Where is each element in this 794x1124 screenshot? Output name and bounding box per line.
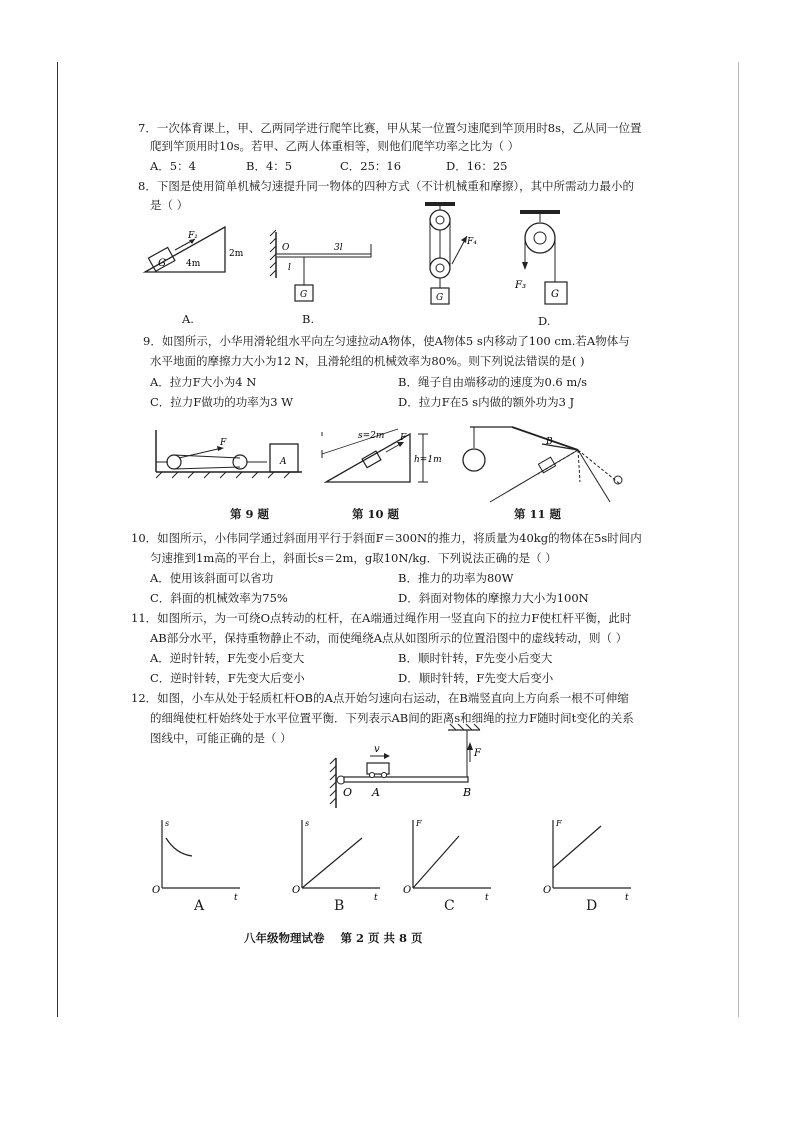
q9-option-b: B．绳子自由端移动的速度为0.6 m/s xyxy=(398,375,588,389)
q8-fig-c-pulleys xyxy=(415,200,485,315)
q12-stem-line3: 图线中，可能正确的是（ ） xyxy=(150,731,292,745)
q12-graph-b-origin: O xyxy=(292,885,301,896)
q10-option-c: C．斜面的机械效率为75% xyxy=(150,591,288,605)
q7-option-c: C．25：16 xyxy=(340,159,402,173)
q7-option-a: A．5：4 xyxy=(150,159,196,173)
q11-stem-line1: 11．如图所示，为一可绕O点转动的杠杆，在A端通过绳作用一竖直向下的拉力F使杠杆平衡，此时 xyxy=(131,611,632,625)
q12-graph-a-curve xyxy=(166,838,192,856)
q9-option-a: A．拉力F大小为4 N xyxy=(150,375,257,389)
page-footer: 八年级物理试卷 第 2 页 共 8 页 xyxy=(244,931,423,945)
q9-stem-line1: 9．如图所示，小华用滑轮组水平向左匀速拉动A物体，使A物体5 s内移动了100 cm.若A物体与 xyxy=(143,334,630,348)
q12-graph-b xyxy=(292,816,387,903)
q12-fig-b-label: B xyxy=(463,786,472,799)
q7-stem-line1: 7．一次体育课上，甲、乙两同学进行爬竿比赛，甲从某一位置匀速爬到竿顶用时8s，乙从同一位置 xyxy=(138,121,642,135)
q9-option-d: D．拉力F在5 s内做的额外功为3 J xyxy=(398,395,575,409)
q12-graph-c-label: C xyxy=(444,898,455,914)
q9-stem-line2: 水平地面的摩擦力大小为12 N，且滑轮组的机械效率为80%。则下列说法错误的是( ) xyxy=(150,354,585,368)
q12-graph-c-origin: O xyxy=(403,885,412,896)
q8c-g-label: G xyxy=(436,293,444,303)
q8-fig-a-incline xyxy=(140,222,250,292)
q12-graph-c xyxy=(403,816,498,903)
q11-option-c: C．逆时针转，F先变大后变小 xyxy=(150,671,305,685)
q10-option-a: A．使用该斜面可以省功 xyxy=(150,571,274,585)
q10-option-d: D．斜面对物体的摩擦力大小为100N xyxy=(398,591,589,605)
q12-graph-a xyxy=(152,816,247,903)
q8-fig-b-label: B. xyxy=(302,312,315,326)
q12-stem-line1: 12．如图，小车从处于轻质杠杆OB的A点开始匀速向右运动，在B端竖直向上方向系一根不可伸缩 xyxy=(131,691,629,705)
q11-option-a: A．逆时针转，F先变小后变大 xyxy=(150,651,305,665)
q12-graph-d-origin: O xyxy=(543,885,552,896)
q8-stem-line2: 是（ ） xyxy=(150,198,189,212)
fig10-caption: 第 10 题 xyxy=(352,507,400,521)
q12-fig-lever-cart xyxy=(330,728,490,803)
q12-fig-v-label: v xyxy=(374,744,380,755)
q10-stem-line1: 10．如图所示，小伟同学通过斜面用平行于斜面F＝300N的推力，将质量为40kg的物体在5s时间内 xyxy=(131,531,642,545)
q12-graph-b-xlabel: t xyxy=(374,893,378,903)
fig11-lever xyxy=(460,422,630,507)
q12-fig-a-label: A xyxy=(372,786,380,799)
q12-graph-b-label: B xyxy=(334,898,345,914)
q12-graph-d xyxy=(543,816,638,903)
q8d-f3-label: F₃ xyxy=(515,280,526,291)
fig10-h-label: h=1m xyxy=(414,455,442,465)
q7-option-d: D．16：25 xyxy=(446,159,508,173)
q12-graph-b-line xyxy=(302,838,362,888)
q12-graph-d-label: D xyxy=(586,898,598,914)
q8-fig-d-fixed-pulley xyxy=(505,208,585,313)
q8-stem-line1: 8．下图是使用简单机械匀速提升同一物体的四种方式（不计机械重和摩擦），其中所需动力最小的 xyxy=(138,179,635,193)
q9-option-c: C．拉力F做功的功率为3 W xyxy=(150,395,294,409)
q8-fig-d-label: D. xyxy=(538,314,551,328)
q7-option-b: B．4：5 xyxy=(246,159,293,173)
fig9-pulley-system xyxy=(152,428,312,488)
q12-stem-line2: 的细绳使杠杆始终处于水平位置平衡．下列表示AB间的距离s和细绳的拉力F随时间t变化的关系 xyxy=(150,711,634,725)
q8a-f1-label: F₁ xyxy=(188,231,198,241)
fig11-caption: 第 11 题 xyxy=(514,507,562,521)
q12-graph-d-line xyxy=(553,826,601,868)
q8b-3l-label: 3l xyxy=(334,243,343,253)
q8-fig-a-label: A. xyxy=(182,312,194,326)
fig11-b-label: B xyxy=(546,437,553,447)
q12-graph-d-ylabel: F xyxy=(556,819,562,828)
q12-graph-a-origin: O xyxy=(152,885,161,896)
q12-graph-a-ylabel: s xyxy=(165,819,170,828)
q11-option-b: B．顺时针转，F先变小后变大 xyxy=(398,651,553,665)
fig10-s-label: s=2m xyxy=(358,431,385,441)
fig10-incline xyxy=(318,424,453,489)
q12-graph-d-xlabel: t xyxy=(625,893,629,903)
q11-option-d: D．顺时针转，F先变大后变小 xyxy=(398,671,554,685)
q12-graph-c-line xyxy=(413,836,459,888)
q8b-o-label: O xyxy=(282,243,290,253)
page-right-edge xyxy=(738,62,739,1017)
q10-stem-line2: 匀速推到1m高的平台上，斜面长s＝2m，g取10N/kg．下列说法正确的是（ ） xyxy=(150,551,557,565)
q7-stem-line2: 爬到竿顶用时10s。若甲、乙两人体重相等，则他们爬竿功率之比为（ ） xyxy=(150,139,520,153)
q12-fig-f-label: F xyxy=(474,748,481,759)
q8-fig-b-lever xyxy=(268,230,378,305)
q8a-g-label: G xyxy=(158,258,166,269)
q8c-f4-label: F₄ xyxy=(467,237,477,247)
fig10-f-label: F xyxy=(400,433,407,443)
q12-graph-c-xlabel: t xyxy=(485,893,489,903)
q8b-g-label: G xyxy=(300,290,308,300)
fig9-f-label: F xyxy=(220,438,227,448)
fig9-caption: 第 9 题 xyxy=(230,507,270,521)
q12-graph-a-xlabel: t xyxy=(234,893,238,903)
q11-stem-line2: AB部分水平，保持重物静止不动，而使绳绕A点从如图所示的位置沿图中的虚线转动，则（ ） xyxy=(150,631,628,645)
page-left-edge xyxy=(57,62,58,1017)
q8a-len-label: 4m xyxy=(186,259,201,269)
q8b-l-label: l xyxy=(288,263,291,273)
q12-fig-o-label: O xyxy=(343,786,353,799)
q12-graph-b-ylabel: s xyxy=(305,819,310,828)
q12-graph-a-label: A xyxy=(194,898,205,914)
q8d-g-label: G xyxy=(551,289,559,300)
q8a-h-label: 2m xyxy=(229,249,244,259)
q12-graph-c-ylabel: F xyxy=(416,819,422,828)
fig9-a-label: A xyxy=(280,457,287,467)
q10-option-b: B．推力的功率为80W xyxy=(398,571,514,585)
